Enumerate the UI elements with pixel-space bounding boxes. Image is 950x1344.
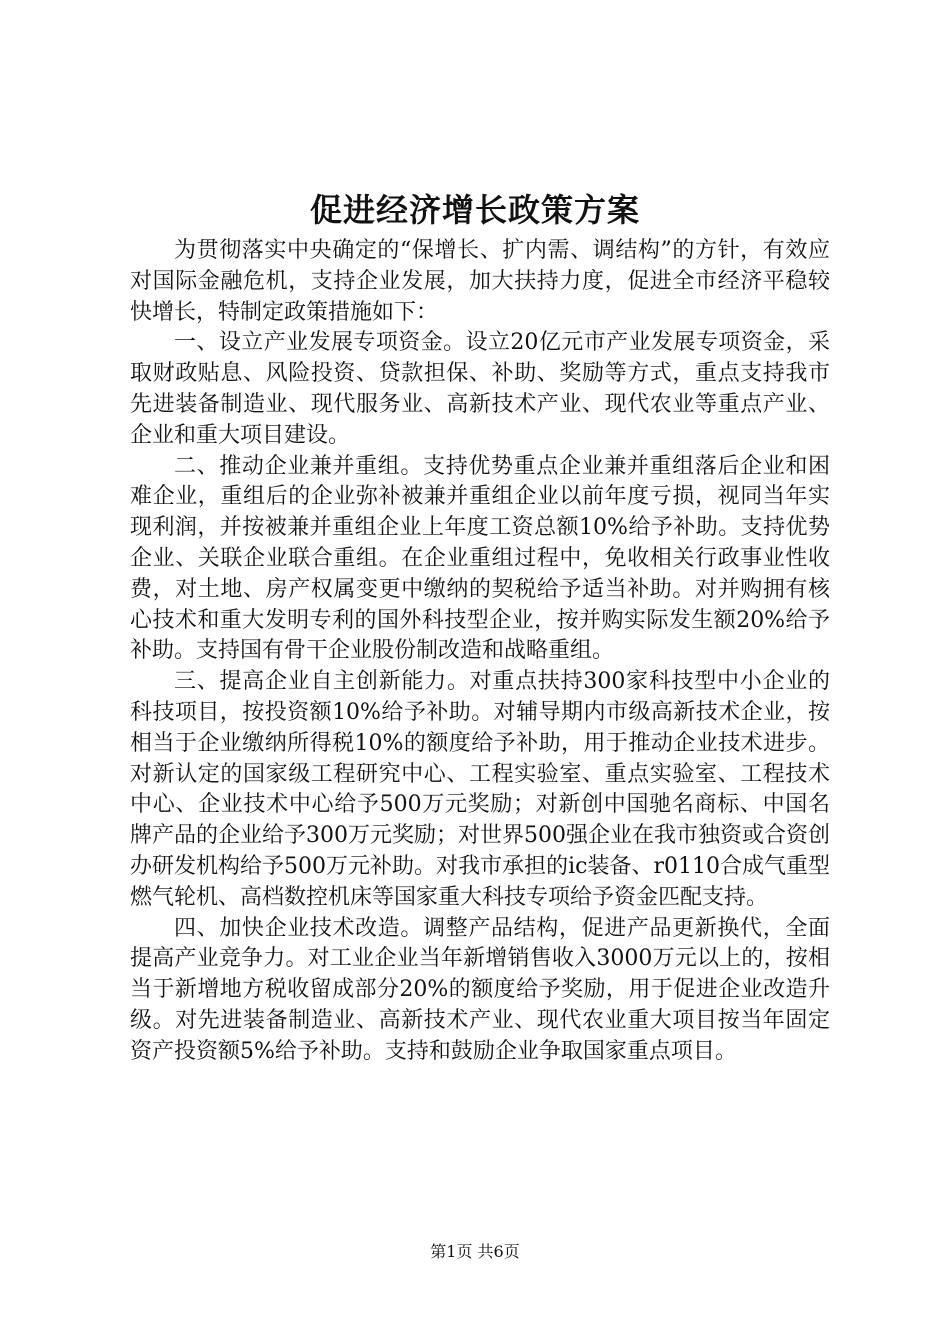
document-body bbox=[130, 236, 830, 1068]
paragraph-section-2: 二、推动企业兼并重组。支持优势重点企业兼并重组落后企业和困难企业，重组后的企业弥补被兼并重组企业以前年度亏损，视同当年实现利润，并按被兼并重组企业上年度工资总额10%给予补助。支持优势企业、关联企业联合重组。在企业重组过程中，免收相关行政事业性收费，对土地、房产权属变更中缴纳的契税给予适当补助。对并购拥有核心技术和重大发明专利的国外科技型企业，按并购实际发生额20%给予补助。支持国有骨干企业股份制改造和战略重组。 bbox=[130, 453, 830, 664]
document-title: 促进经济增长政策方案 bbox=[309, 191, 640, 229]
paragraph-section-3: 三、提高企业自主创新能力。对重点扶持300家科技型中小企业的科技项目，按投资额10%给予补助。对辅导期内市级高新技术企业，按相当于企业缴纳所得税10%的额度给予补助，用于推动企业技术进步。对新认定的国家级工程研究中心、工程实验室、重点实验室、工程技术中心、企业技术中心给予500万元奖励；对新创中国驰名商标、中国名牌产品的企业给予300万元奖励；对世界500强企业在我市独资或合资创办研发机构给予500万元补助。对我市承担的ic装备、r0110合成气重型燃气轮机、高档数控机床等国家重大科技专项给予资金匹配支持。 bbox=[130, 669, 830, 910]
page-footer: 第1页 共6页 bbox=[430, 1242, 520, 1261]
paragraph-section-4: 四、加快企业技术改造。调整产品结构，促进产品更新换代，全面提高产业竞争力。对工业企业当年新增销售收入3000万元以上的，按相当于新增地方税收留成部分20%的额度给予奖励，用于促进企业改造升级。对先进装备制造业、高新技术产业、现代农业重大项目按当年固定资产投资额5%给予补助。支持和鼓励企业争取国家重点项目。 bbox=[130, 915, 830, 1064]
paragraph-section-1: 一、设立产业发展专项资金。设立20亿元市产业发展专项资金，采取财政贴息、风险投资、贷款担保、补助、奖励等方式，重点支持我市先进装备制造业、现代服务业、高新技术产业、现代农业等重点产业、企业和重大项目建设。 bbox=[130, 330, 830, 448]
paragraph-intro: 为贯彻落实中央确定的“保增长、扩内需、调结构”的方针，有效应对国际金融危机，支持企业发展，加大扶持力度，促进全市经济平稳较快增长，特制定政策措施如下： bbox=[130, 238, 830, 325]
